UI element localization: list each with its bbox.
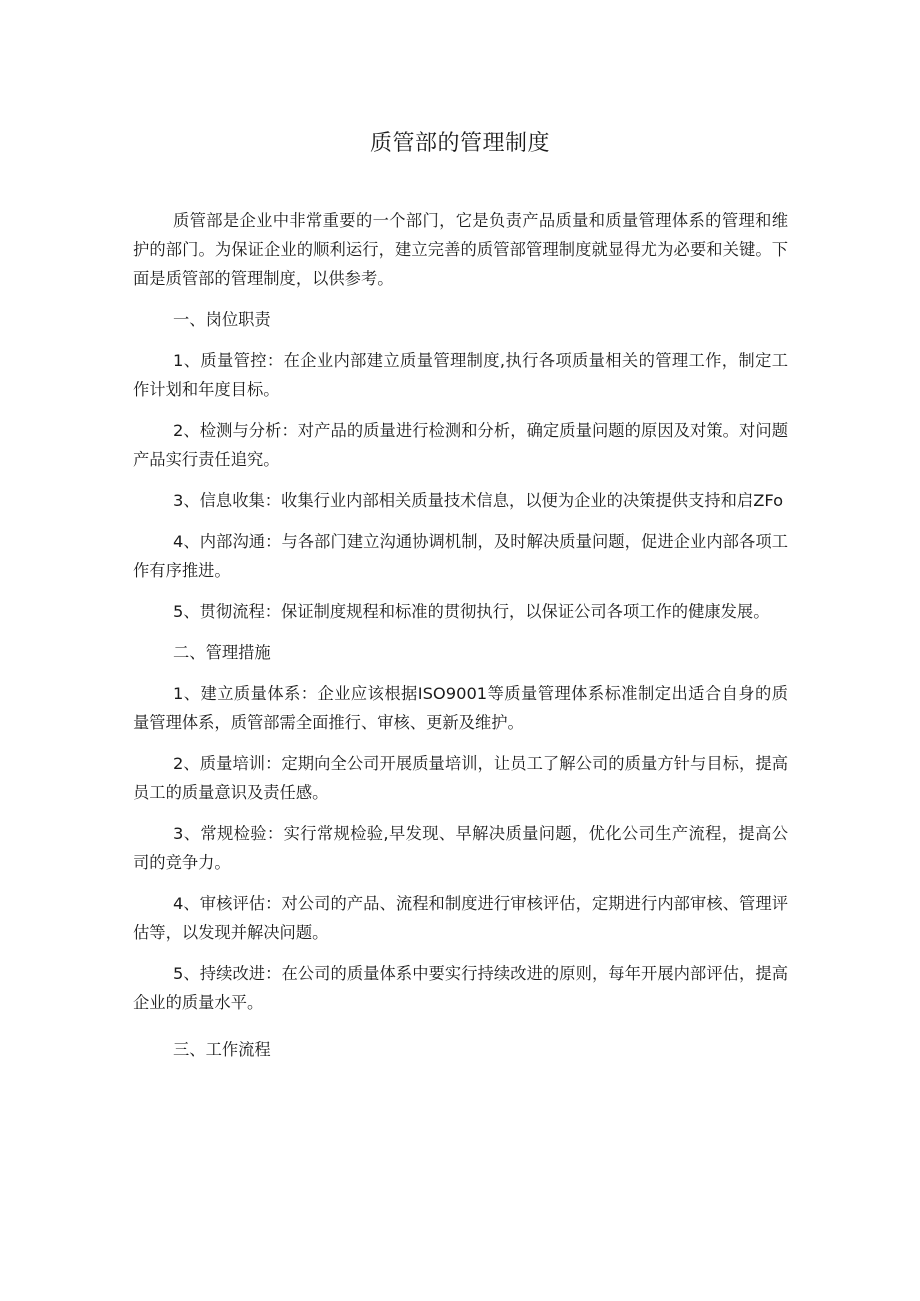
section-heading-measures: 二、管理措施: [173, 643, 271, 662]
measure-item-4: 4、审核评估：对公司的产品、流程和制度进行审核评估，定期进行内部审核、管理评估等，以发现并解决问题。: [133, 894, 788, 942]
duty-item-5: 5、贯彻流程：保证制度规程和标准的贯彻执行，以保证公司各项工作的健康发展。: [173, 602, 770, 621]
document-title: 质管部的管理制度: [369, 131, 550, 156]
measure-item-2: 2、质量培训：定期向全公司开展质量培训，让员工了解公司的质量方针与目标，提高员工的质量意识及责任感。: [133, 754, 788, 802]
document-body: [133, 206, 788, 1076]
measure-item-3: 3、常规检验：实行常规检验,早发现、早解决质量问题，优化公司生产流程，提高公司的竞争力。: [133, 824, 788, 872]
duty-item-2: 2、检测与分析：对产品的质量进行检测和分析，确定质量问题的原因及对策。对问题产品实行责任追究。: [133, 421, 788, 469]
duty-item-3: 3、信息收集：收集行业内部相关质量技术信息，以便为企业的决策提供支持和启ZFo: [173, 491, 784, 510]
section-heading-workflow: 三、工作流程: [173, 1040, 271, 1059]
duty-item-4: 4、内部沟通：与各部门建立沟通协调机制，及时解决质量问题，促进企业内部各项工作有序推进。: [133, 532, 788, 580]
duty-item-1: 1、质量管控：在企业内部建立质量管理制度,执行各项质量相关的管理工作，制定工作计划和年度目标。: [133, 351, 788, 399]
measure-item-1: 1、建立质量体系：企业应该根据ISO9001等质量管理体系标准制定出适合自身的质量管理体系，质管部需全面推行、审核、更新及维护。: [133, 684, 788, 732]
section-heading-duties: 一、岗位职责: [173, 310, 271, 329]
intro-paragraph: 质管部是企业中非常重要的一个部门，它是负责产品质量和质量管理体系的管理和维护的部门。为保证企业的顺利运行，建立完善的质管部管理制度就显得尤为必要和关键。下面是质管部的管理制度，以供参考。: [133, 211, 788, 288]
measure-item-5: 5、持续改进：在公司的质量体系中要实行持续改进的原则，每年开展内部评估，提高企业的质量水平。: [133, 964, 788, 1012]
